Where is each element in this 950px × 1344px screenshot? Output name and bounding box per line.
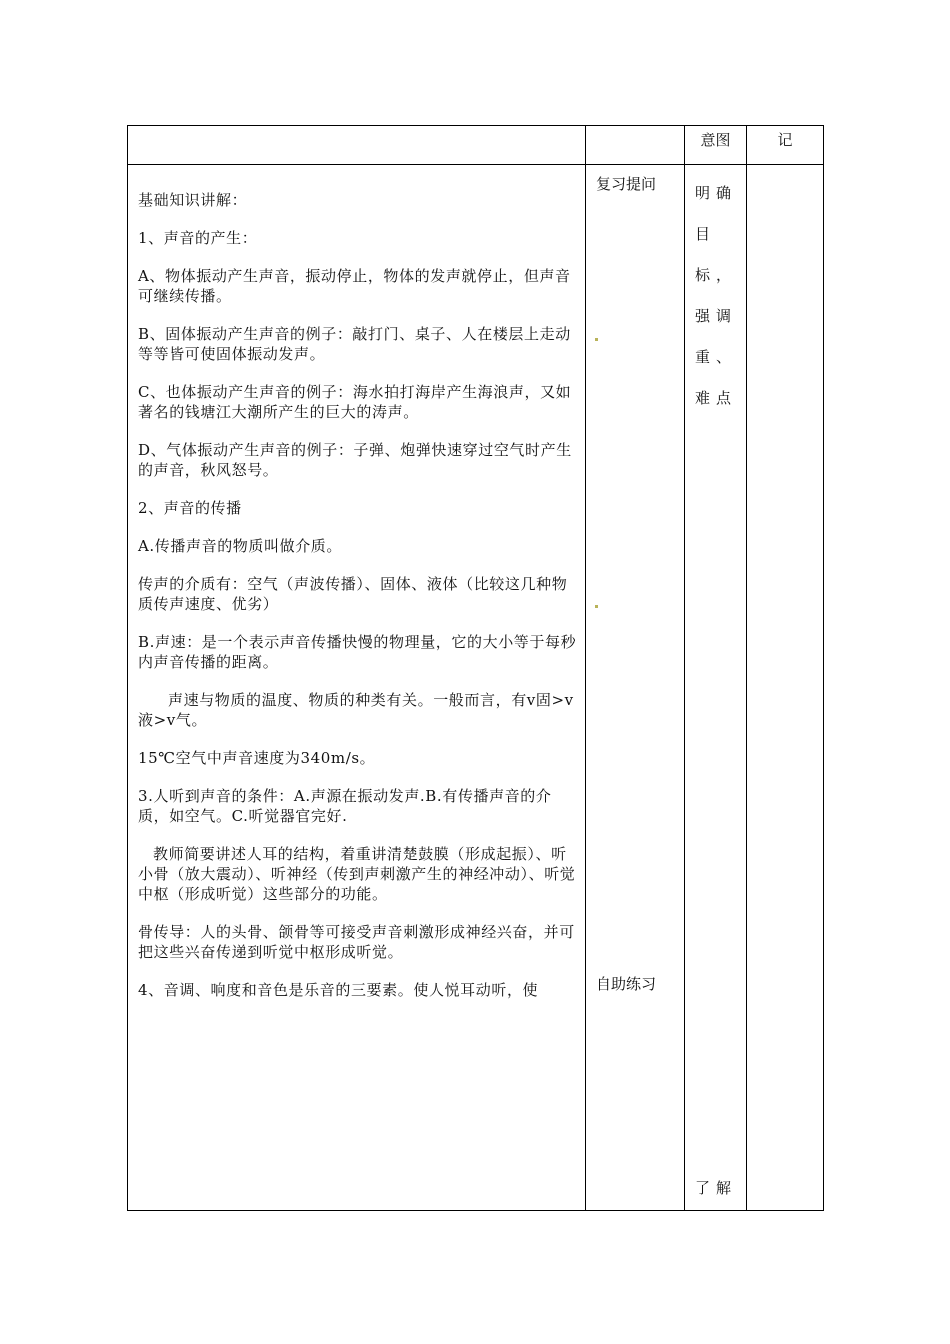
- speck-mark: [595, 338, 598, 341]
- paragraph: A、物体振动产生声音，振动停止，物体的发声就停止，但声音可继续传播。: [138, 267, 571, 305]
- notes-cell: [747, 165, 824, 1211]
- paragraph: 骨传导：人的头骨、颌骨等可接受声音刺激形成神经兴奋，并可把这些兴奋传递到听觉中枢形成听觉。: [138, 923, 575, 961]
- paragraph: 4、音调、响度和音色是乐音的三要素。使人悦耳动听，使: [138, 981, 539, 999]
- body-row: [128, 165, 824, 1211]
- intent-goal-text: 明确目标，强调重、难点: [695, 184, 738, 407]
- header-cell-notes: 记: [747, 126, 824, 165]
- activity-review-label: 复习提问: [596, 175, 657, 193]
- paragraph: 2、声音的传播: [138, 499, 242, 517]
- activity-cell: [586, 165, 685, 1211]
- intent-understand-text: 了解: [695, 1179, 738, 1197]
- paragraph: 教师简要讲述人耳的结构，着重讲清楚鼓膜（形成起振）、听小骨（放大震动）、听神经（传到声刺激产生的神经冲动）、听觉中枢（形成听觉）这些部分的功能。: [138, 845, 576, 903]
- paragraph: 声速与物质的温度、物质的种类有关。一般而言，有v固>v液>v气。: [138, 691, 574, 729]
- intent-cell: [685, 165, 747, 1211]
- paragraph: A.传播声音的物质叫做介质。: [138, 537, 343, 555]
- paragraph: 传声的介质有：空气（声波传播）、固体、液体（比较这几种物质传声速度、优劣）: [138, 575, 568, 613]
- paragraph: 1、声音的产生：: [138, 229, 258, 247]
- content-cell: [128, 165, 586, 1211]
- paragraph: 基础知识讲解：: [138, 191, 248, 209]
- header-cell-activity: [586, 126, 685, 165]
- header-cell-content: [128, 126, 586, 165]
- header-cell-intent: 意图: [685, 126, 747, 165]
- speck-mark: [595, 605, 598, 608]
- paragraph: 15℃空气中声音速度为340m/s。: [138, 749, 376, 767]
- paragraph: B、固体振动产生声音的例子：敲打门、桌子、人在楼层上走动等等皆可使固体振动发声。: [138, 325, 571, 363]
- paragraph: D、气体振动产生声音的例子：子弹、炮弹快速穿过空气时产生的声音，秋风怒号。: [138, 441, 572, 479]
- paragraph: C、也体振动产生声音的例子：海水拍打海岸产生海浪声，又如著名的钱塘江大潮所产生的巨大的涛声。: [138, 383, 572, 421]
- paragraph: B.声速：是一个表示声音传播快慢的物理量，它的大小等于每秒内声音传播的距离。: [138, 633, 577, 671]
- paragraph: 3.人听到声音的条件：A.声源在振动发声.B.有传播声音的介质，如空气。C.听觉器官完好.: [138, 787, 552, 825]
- activity-practice-label: 自助练习: [596, 975, 657, 993]
- content-text: [128, 165, 585, 1000]
- lesson-plan-table: [127, 125, 824, 1211]
- header-row: [128, 126, 824, 165]
